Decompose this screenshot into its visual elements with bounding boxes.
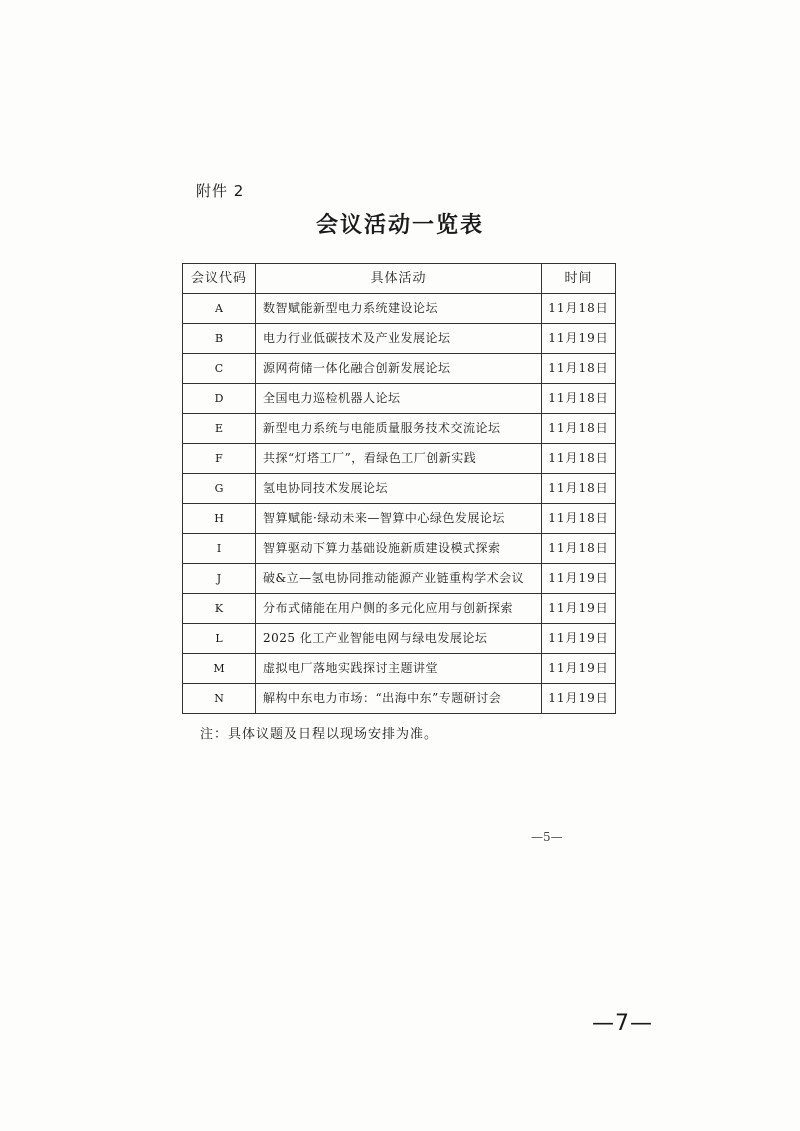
cell-code: F xyxy=(183,444,256,474)
attachment-label: 附件 2 xyxy=(196,182,245,200)
cell-activity: 破&立—氢电协同推动能源产业链重构学术会议 xyxy=(256,564,542,594)
cell-code: M xyxy=(183,654,256,684)
cell-code: D xyxy=(183,384,256,414)
table-row xyxy=(183,534,616,564)
table-row xyxy=(183,384,616,414)
table-row xyxy=(183,294,616,324)
table-note: 注：具体议题及日程以现场安排为准。 xyxy=(200,727,439,742)
cell-activity: 全国电力巡检机器人论坛 xyxy=(256,384,542,414)
cell-time: 11月19日 xyxy=(542,594,616,624)
cell-time: 11月18日 xyxy=(542,294,616,324)
cell-activity: 电力行业低碳技术及产业发展论坛 xyxy=(256,324,542,354)
cell-activity: 共探“灯塔工厂”，看绿色工厂创新实践 xyxy=(256,444,542,474)
cell-code: J xyxy=(183,564,256,594)
cell-time: 11月18日 xyxy=(542,474,616,504)
table-row xyxy=(183,354,616,384)
cell-activity: 源网荷储一体化融合创新发展论坛 xyxy=(256,354,542,384)
table-row xyxy=(183,654,616,684)
page-number: —7— xyxy=(592,1011,653,1036)
table-row xyxy=(183,624,616,654)
cell-activity: 智算赋能·绿动未来—智算中心绿色发展论坛 xyxy=(256,504,542,534)
activity-table xyxy=(182,263,616,714)
table-row xyxy=(183,324,616,354)
table-row xyxy=(183,594,616,624)
table-row xyxy=(183,444,616,474)
cell-activity: 2025 化工产业智能电网与绿电发展论坛 xyxy=(256,624,542,654)
cell-activity: 智算驱动下算力基础设施新质建设模式探索 xyxy=(256,534,542,564)
cell-activity: 虚拟电厂落地实践探讨主题讲堂 xyxy=(256,654,542,684)
cell-time: 11月19日 xyxy=(542,324,616,354)
activity-table-container xyxy=(182,263,615,714)
header-activity: 具体活动 xyxy=(256,264,542,294)
cell-code: K xyxy=(183,594,256,624)
cell-code: A xyxy=(183,294,256,324)
cell-time: 11月18日 xyxy=(542,414,616,444)
header-code: 会议代码 xyxy=(183,264,256,294)
cell-time: 11月18日 xyxy=(542,534,616,564)
cell-code: I xyxy=(183,534,256,564)
page-title: 会议活动一览表 xyxy=(315,212,484,238)
cell-code: E xyxy=(183,414,256,444)
table-row xyxy=(183,684,616,714)
cell-time: 11月19日 xyxy=(542,624,616,654)
cell-time: 11月18日 xyxy=(542,384,616,414)
table-header-row xyxy=(183,264,616,294)
table-row xyxy=(183,414,616,444)
header-time: 时间 xyxy=(542,264,616,294)
table-row xyxy=(183,474,616,504)
cell-code: G xyxy=(183,474,256,504)
cell-activity: 解构中东电力市场：“出海中东”专题研讨会 xyxy=(256,684,542,714)
cell-time: 11月19日 xyxy=(542,684,616,714)
cell-time: 11月18日 xyxy=(542,504,616,534)
cell-activity: 分布式储能在用户侧的多元化应用与创新探索 xyxy=(256,594,542,624)
cell-code: N xyxy=(183,684,256,714)
cell-code: C xyxy=(183,354,256,384)
cell-code: H xyxy=(183,504,256,534)
cell-time: 11月18日 xyxy=(542,444,616,474)
cell-activity: 氢电协同技术发展论坛 xyxy=(256,474,542,504)
cell-time: 11月19日 xyxy=(542,564,616,594)
cell-time: 11月19日 xyxy=(542,654,616,684)
cell-code: L xyxy=(183,624,256,654)
inner-page-number: —5— xyxy=(531,830,563,844)
cell-activity: 数智赋能新型电力系统建设论坛 xyxy=(256,294,542,324)
table-row xyxy=(183,564,616,594)
table-row xyxy=(183,504,616,534)
cell-activity: 新型电力系统与电能质量服务技术交流论坛 xyxy=(256,414,542,444)
cell-time: 11月18日 xyxy=(542,354,616,384)
cell-code: B xyxy=(183,324,256,354)
